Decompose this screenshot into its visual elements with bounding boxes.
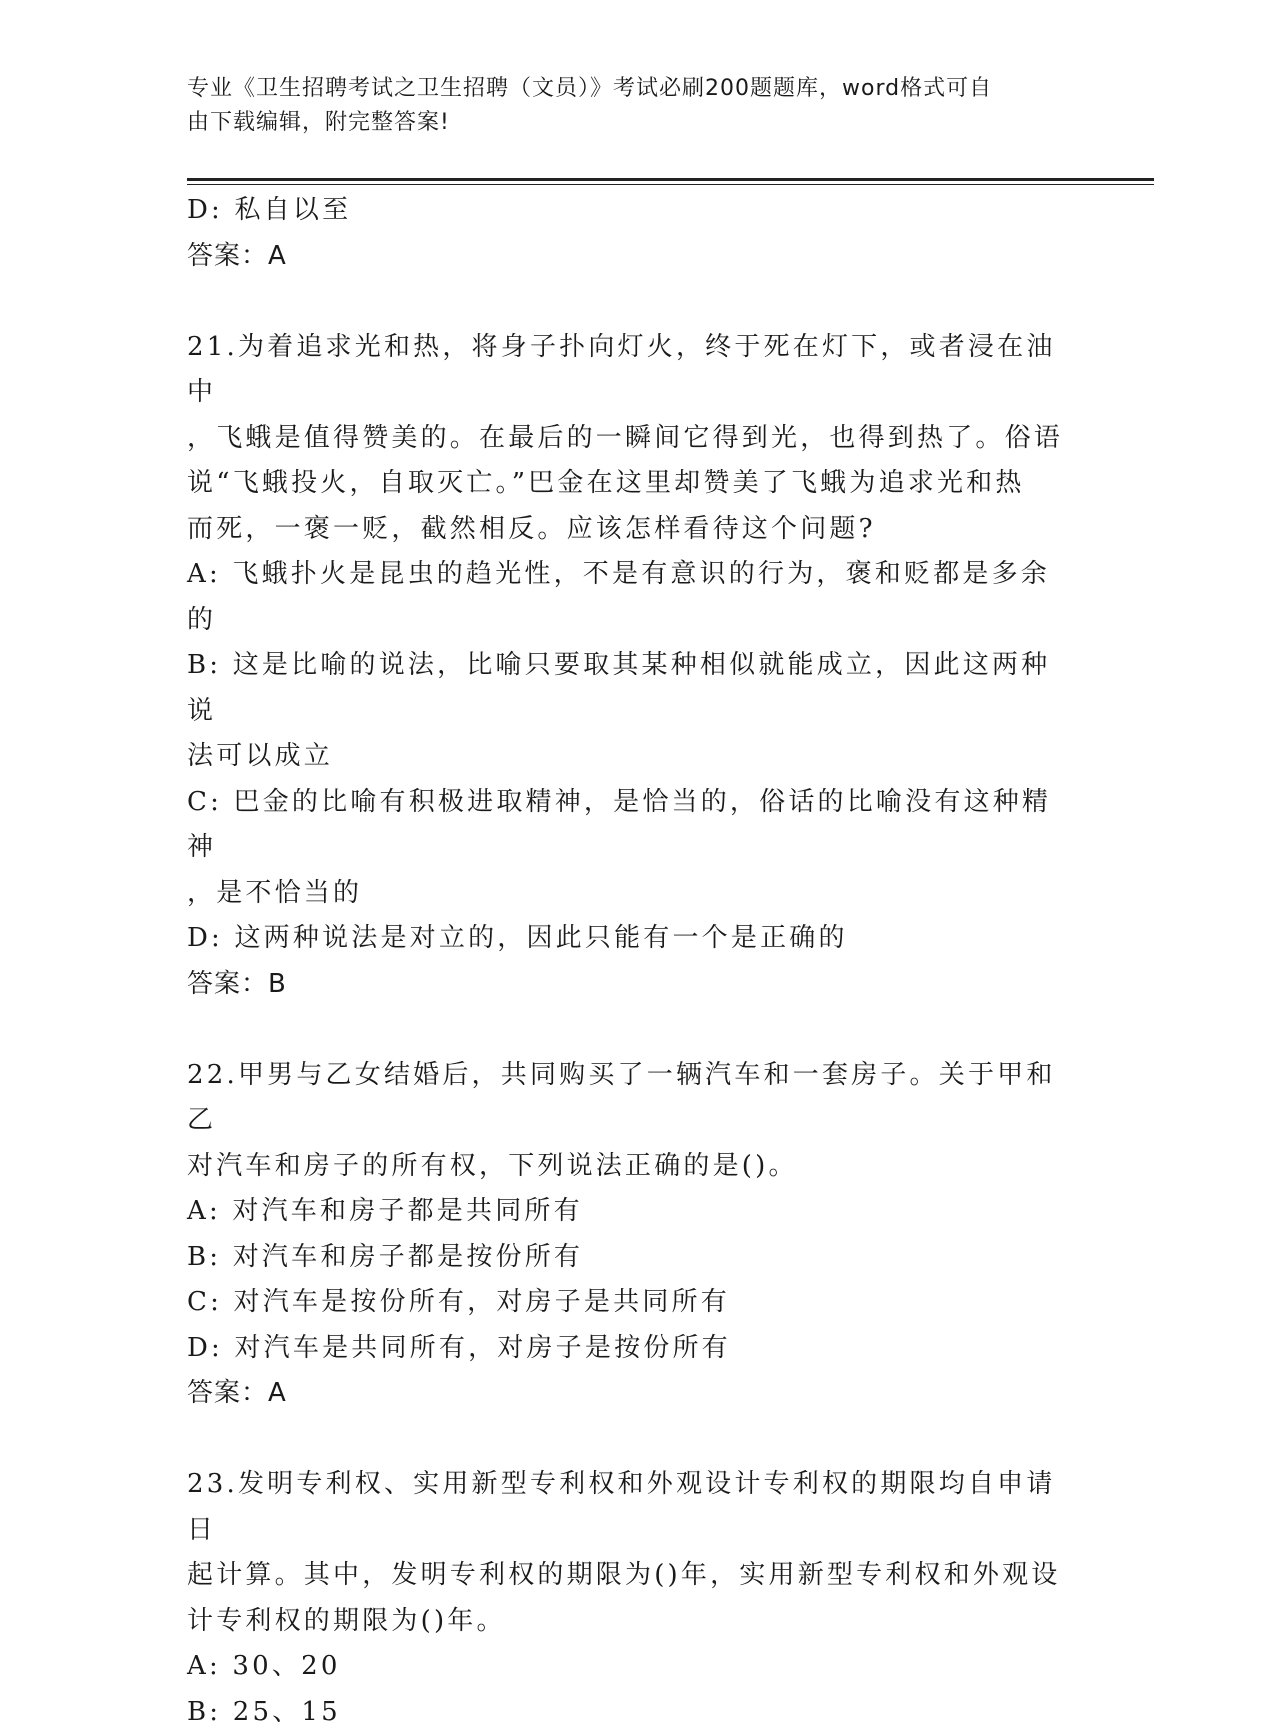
answer: 答案：A [187, 234, 1067, 280]
question-stem-line: 对汽车和房子的所有权，下列说法正确的是()。 [187, 1144, 1067, 1190]
question-content [187, 188, 1067, 1735]
question-23 [187, 1462, 1067, 1735]
spacer [187, 1417, 1067, 1463]
option-c-line: C: 巴金的比喻有积极进取精神，是恰当的，俗话的比喻没有这种精神 [187, 780, 1067, 871]
question-stem-line: 23.发明专利权、实用新型专利权和外观设计专利权的期限均自申请日 [187, 1462, 1067, 1553]
question-21 [187, 325, 1067, 1008]
option-b-line: 法可以成立 [187, 734, 1067, 780]
option-d: D: 这两种说法是对立的，因此只能有一个是正确的 [187, 916, 1067, 962]
option-c-line: ，是不恰当的 [187, 871, 1067, 917]
question-22 [187, 1053, 1067, 1417]
question-stem-line: 而死，一褒一贬，截然相反。应该怎样看待这个问题? [187, 507, 1067, 553]
header-divider-thick [187, 178, 1154, 181]
question-stem-line: 22.甲男与乙女结婚后，共同购买了一辆汽车和一套房子。关于甲和乙 [187, 1053, 1067, 1144]
option-b: B: 25、15 [187, 1690, 1067, 1735]
question-stem-line: 计专利权的期限为()年。 [187, 1599, 1067, 1645]
option-a: A: 对汽车和房子都是共同所有 [187, 1189, 1067, 1235]
header-line-1: 专业《卫生招聘考试之卫生招聘（文员）》考试必刷200题题库，word格式可自 [187, 72, 1067, 106]
question-stem-line: 21.为着追求光和热，将身子扑向灯火，终于死在灯下，或者浸在油中 [187, 325, 1067, 416]
spacer [187, 279, 1067, 325]
option-b: B: 对汽车和房子都是按份所有 [187, 1235, 1067, 1281]
option-a: A: 30、20 [187, 1644, 1067, 1690]
option-a: A: 飞蛾扑火是昆虫的趋光性，不是有意识的行为，褒和贬都是多余的 [187, 552, 1067, 643]
answer: 答案：A [187, 1371, 1067, 1417]
header-divider-thin [187, 184, 1154, 185]
page-header [187, 72, 1067, 140]
spacer [187, 1007, 1067, 1053]
question-stem-line: ，飞蛾是值得赞美的。在最后的一瞬间它得到光，也得到热了。俗语 [187, 416, 1067, 462]
question-stem-line: 说“飞蛾投火，自取灭亡。”巴金在这里却赞美了飞蛾为追求光和热 [187, 461, 1067, 507]
header-line-2: 由下载编辑，附完整答案! [187, 106, 1067, 140]
question-stem-line: 起计算。其中，发明专利权的期限为()年，实用新型专利权和外观设 [187, 1553, 1067, 1599]
option-b-line: B: 这是比喻的说法，比喻只要取其某种相似就能成立，因此这两种说 [187, 643, 1067, 734]
option-d: D: 对汽车是共同所有，对房子是按份所有 [187, 1326, 1067, 1372]
option-c: C: 对汽车是按份所有，对房子是共同所有 [187, 1280, 1067, 1326]
answer: 答案：B [187, 962, 1067, 1008]
option-d: D: 私自以至 [187, 188, 1067, 234]
question-20-tail [187, 188, 1067, 279]
